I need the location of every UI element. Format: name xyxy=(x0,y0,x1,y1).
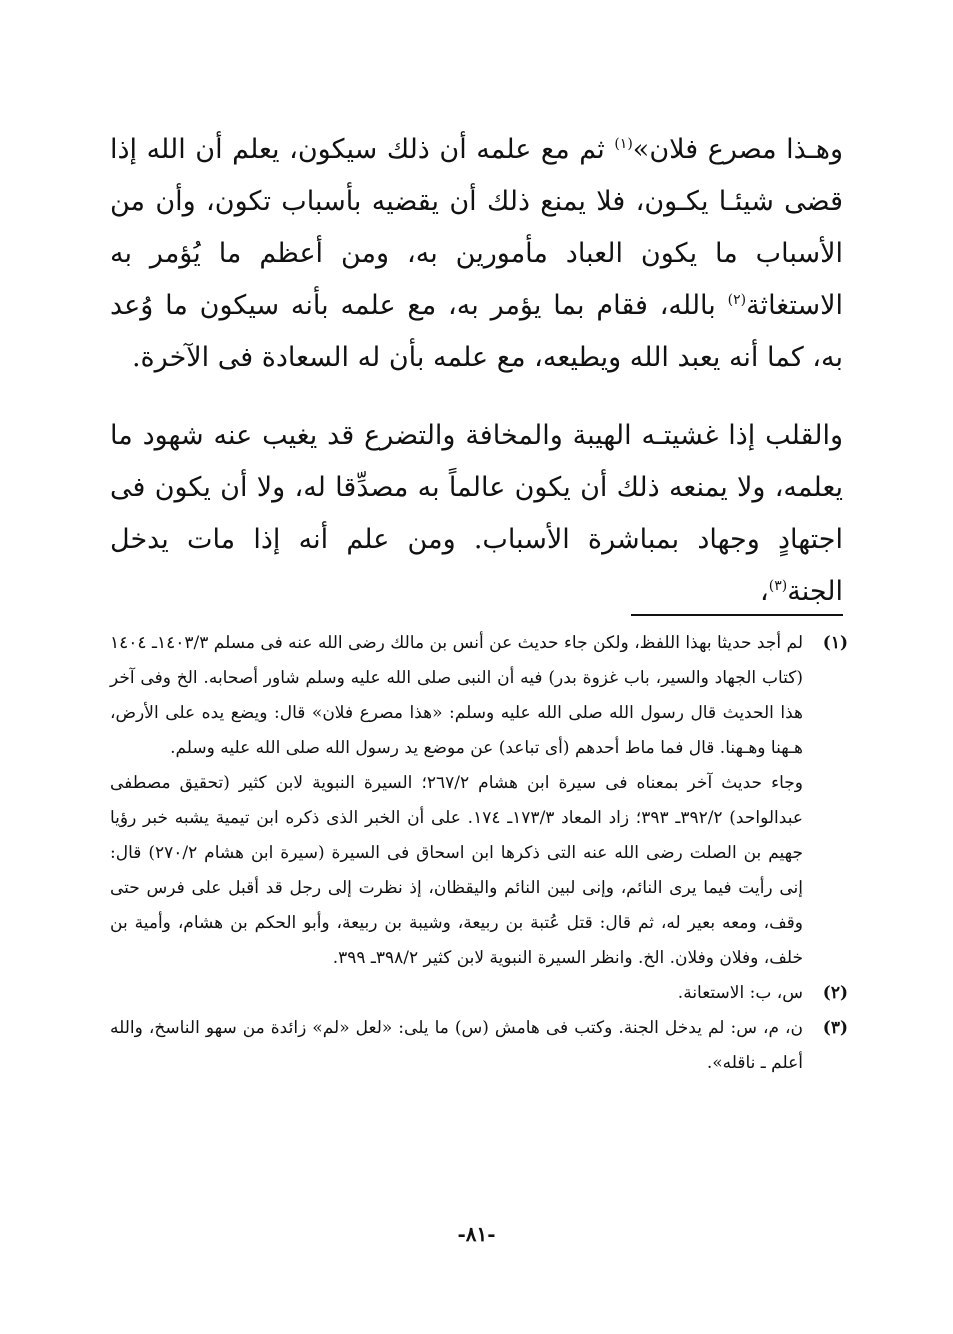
footnote-number: (٢) xyxy=(822,983,848,1003)
footnote xyxy=(110,1011,848,1081)
footnote-separator xyxy=(631,614,843,616)
footnote-ref: (١) xyxy=(614,136,633,152)
footnotes xyxy=(110,626,848,1081)
footnote-text: لم أجد حديثا بهذا اللفظ، ولكن جاء حديث عن أنس بن مالك رضى الله عنه فى مسلم ١٤٠٣/٣ـ ١٤٠٤ (كتاب الجهاد والسير، باب غزوة بدر) فيه أن النبى صلى الله عليه وسلم شاور أصحابه. الخ وفى آخر هذا الحديث قال رسول الله صلى الله عليه وسلم: «هذا مصرع فلان» قال: ويضع يده على الأرض، هـهنا وهـهنا. قال فما ماط أحدهم (أى تباعد) عن موضع يد رسول الله صلى الله عليه وسلم. xyxy=(110,633,804,758)
footnote-number: (٣) xyxy=(822,1018,848,1038)
page-number: -٨١- xyxy=(457,1222,496,1246)
footnote-ref: (٣) xyxy=(768,578,788,594)
paragraph-text: بالله، فقام بما يؤمر به، مع علمه بأنه سيكون ما وُعد به، كما أنه يعبد الله ويطيعه، مع علمه بأن له السعادة فى الآخرة. xyxy=(110,290,843,373)
footnote-body xyxy=(110,1011,803,1081)
footnote-ref: (٢) xyxy=(727,292,747,308)
footnote-text: س، ب: الاستعانة. xyxy=(677,983,803,1003)
paragraph xyxy=(110,124,843,384)
paragraph xyxy=(110,410,843,618)
footnote-text: ن، م، س: لم يدخل الجنة. وكتب فى هامش (س) ما يلى: «لعل «لم» زائدة من سهو الناسخ، والله أعلم ـ ناقله». xyxy=(110,1018,803,1073)
main-text xyxy=(110,124,843,618)
paragraph-text: ، xyxy=(760,576,769,607)
footnote-body xyxy=(110,976,803,1011)
paragraph-text: ثم مع علمه أن ذلك سيكون، يعلم أن الله إذا قضى شيئـا يكـون، فلا يمنع ذلك أن يقضيه بأسباب تكون، وأن من الأسباب ما يكون العباد مأمورين به، ومن أعظم ما يُؤمر به الاستغاثة xyxy=(110,134,843,321)
footnote-number: (١) xyxy=(822,633,848,653)
footnote xyxy=(110,626,848,976)
paragraph-text: والقلب إذا غشيتـه الهيبة والمخافة والتضرع قد يغيب عنه شهود ما يعلمه، ولا يمنعه ذلك أن يكون عالماً به مصدِّقا له، ولا أن يكون فى اجتهادٍ وجهاد بمباشرة الأسباب. ومن علم أنه إذا مات يدخل الجنة xyxy=(110,420,843,607)
footnote-text: وجاء حديث آخر بمعناه فى سيرة ابن هشام ٢٦٧/٢؛ السيرة النبوية لابن كثير (تحقيق مصطفى عبدالواحد) ٣٩٢/٢ـ ٣٩٣؛ زاد المعاد ١٧٣/٣ـ ١٧٤. على أن الخبر الذى ذكره ابن تيمية يشبه خبر رؤيا جهيم بن الصلت رضى الله عنه التى ذكرها ابن اسحاق فى السيرة (سيرة ابن هشام ٢٧٠/٢) قال: إنى رأيت فيما يرى النائم، وإنى لبين النائم واليقظان، إذ نظرت إلى رجل قد أقبل على فرس حتى وقف، ومعه بعير له، ثم قال: قتل عُتبة بن ربيعة، وشيبة بن ربيعة، وأبو الحكم بن هشام، وأمية بن خلف، وفلان وفلان. الخ. وانظر السيرة النبوية لابن كثير ٣٩٨/٢ـ ٣٩٩. xyxy=(110,773,804,968)
footnote-body xyxy=(110,626,803,976)
paragraph-text: وهـذا مصرع فلان» xyxy=(632,134,843,165)
footnote xyxy=(110,976,848,1011)
